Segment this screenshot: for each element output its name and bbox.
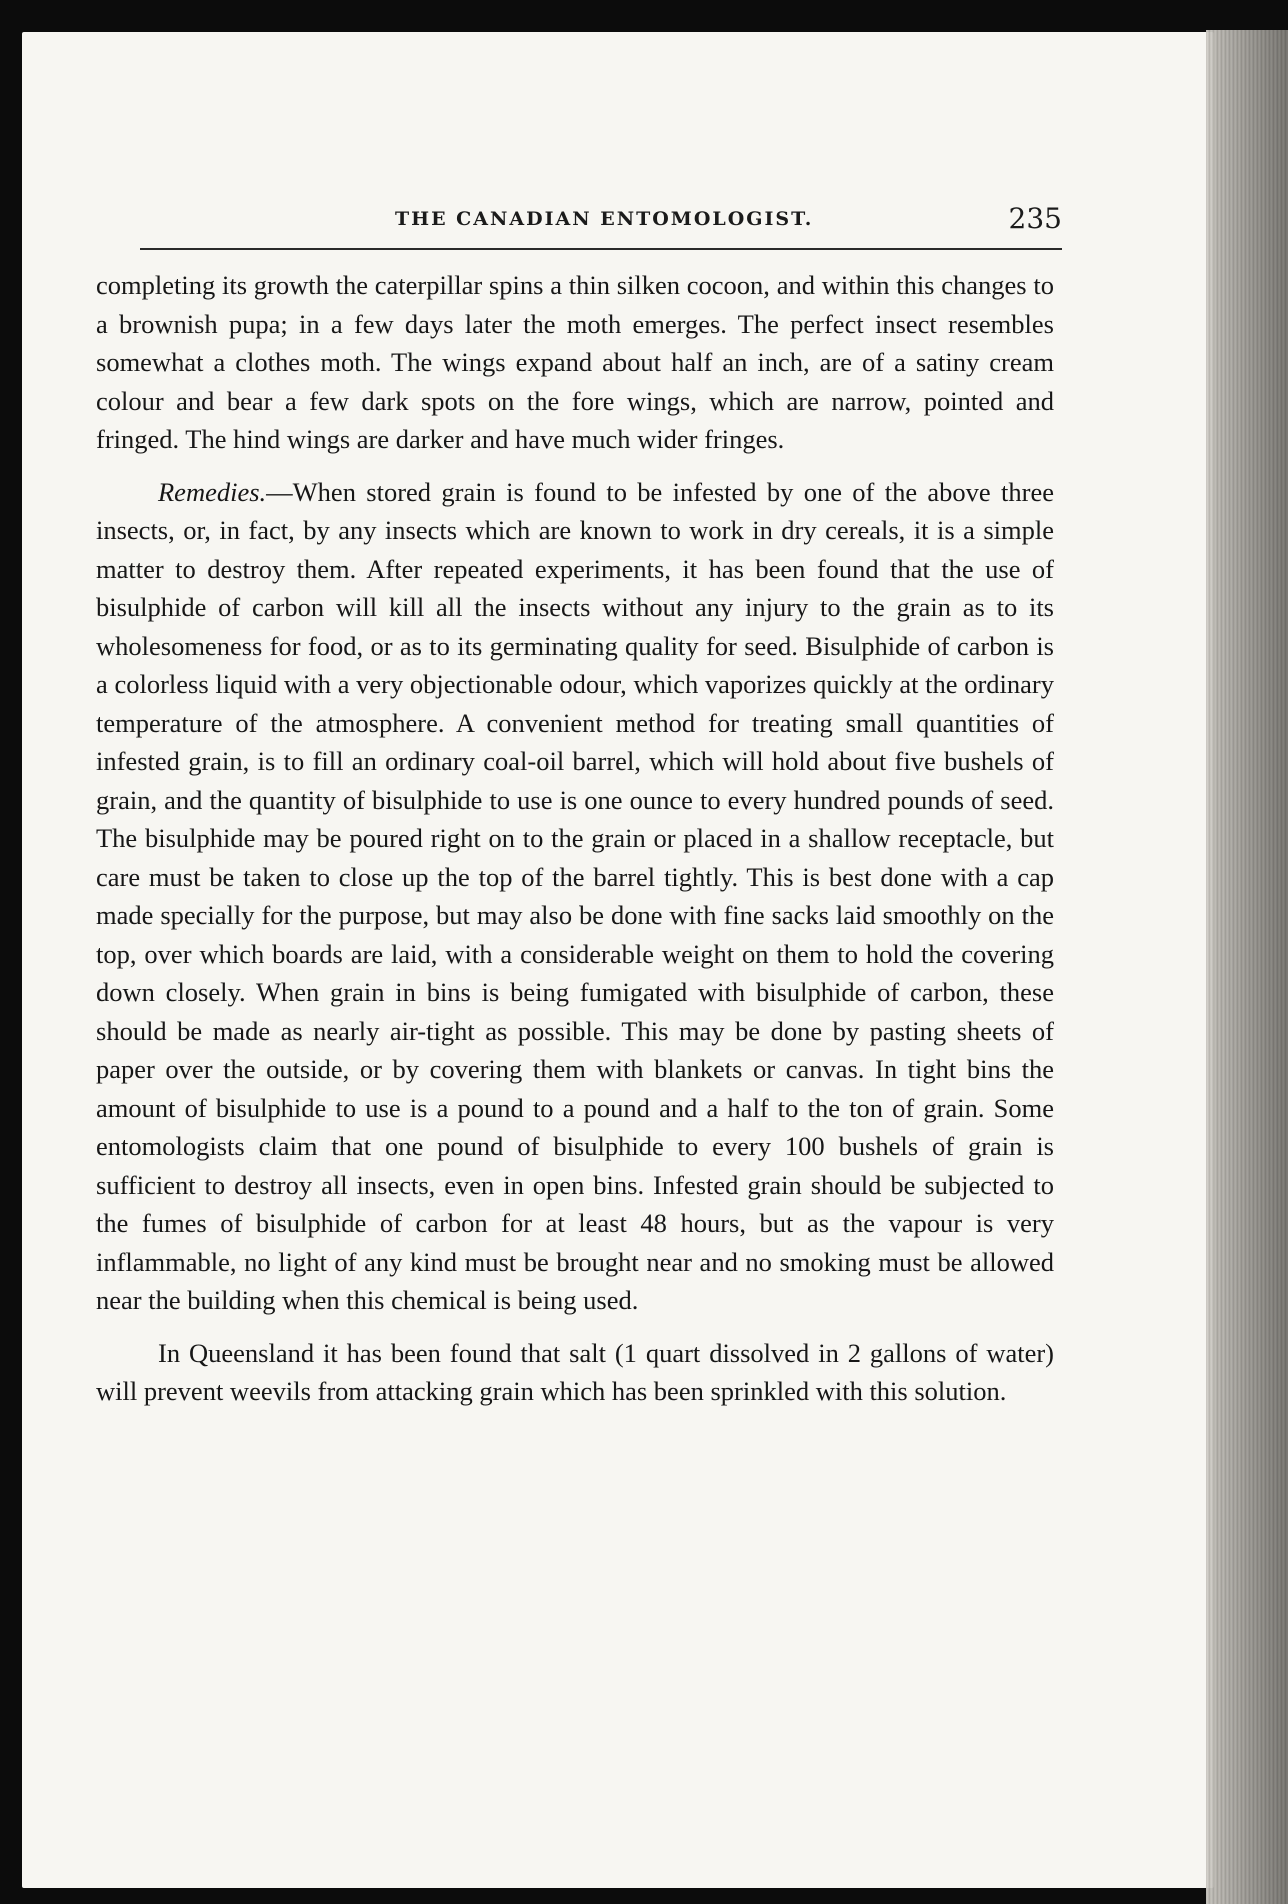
paragraph-queensland: In Queensland it has been found that salt (1 quart dissolved in 2 gallons of water) will prevent weevils from attacking grain which has been sprinkled with this solution. — [96, 1337, 1054, 1406]
paragraph-continuation: completing its growth the caterpillar spins a thin silken cocoon, and within this changes to a brownish pupa; in a few days later the moth emerges. The perfect insect resembles somewhat a clothes moth. The wings expand about half an inch, are of a satiny cream colour and bear a few dark spots on the fore wings, which are narrow, pointed and fringed. The hind wings are darker and have much wider fringes. — [96, 270, 1054, 454]
remedies-heading: Remedies. — [158, 476, 267, 507]
running-title: THE CANADIAN ENTOMOLOGIST. — [395, 208, 814, 230]
header-rule — [140, 248, 1062, 250]
page-number: 235 — [1008, 202, 1062, 235]
remedies-text: —When stored grain is found to be infested by one of the above three insects, or, in fact, by any insects which are known to work in dry cereals, it is a simple matter to destroy them. After repeated experiments, it has been found that the use of bisulphide of carbon will kill all the insects without any injury to the grain as to its wholesomeness for food, or as to its germinating quality for seed. Bisulphide of carbon is a colorless liquid with a very objectionable odour, which vaporizes quickly at the ordinary temperature of the atmosphere. A convenient method for treating small quantities of infested grain, is to fill an ordinary coal-oil barrel, which will hold about five bushels of grain, and the quantity of bisulphide to use is one ounce to every hundred pounds of seed. The bisulphide may be poured right on to the grain or placed in a shallow receptacle, but care must be taken to close up the top of the barrel tightly. This is best done with a cap made specially for the purpose, but may also be done with fine sacks laid smoothly on the top, over which boards are laid, with a considerable weight on them to hold the covering down closely. When grain in bins is being fumigated with bisulphide of carbon, these should be made as nearly air-tight as possible. This may be done by pasting sheets of paper over the outside, or by covering them with blankets or canvas. In tight bins the amount of bisulphide to use is a pound to a pound and a half to the ton of grain. Some entomologists claim that one pound of bisulphide to every 100 bushels of grain is sufficient to destroy all insects, even in open bins. Infested grain should be subjected to the fumes of bisulphide of carbon for at least 48 hours, but as the vapour is very inflammable, no light of any kind must be brought near and no smoking must be allowed near the building when this chemical is being used. — [96, 476, 1054, 1315]
body-text — [96, 266, 1054, 1425]
paragraph-remedies — [96, 473, 1054, 1320]
page-edges — [1206, 30, 1288, 1904]
page-header — [140, 202, 1062, 252]
